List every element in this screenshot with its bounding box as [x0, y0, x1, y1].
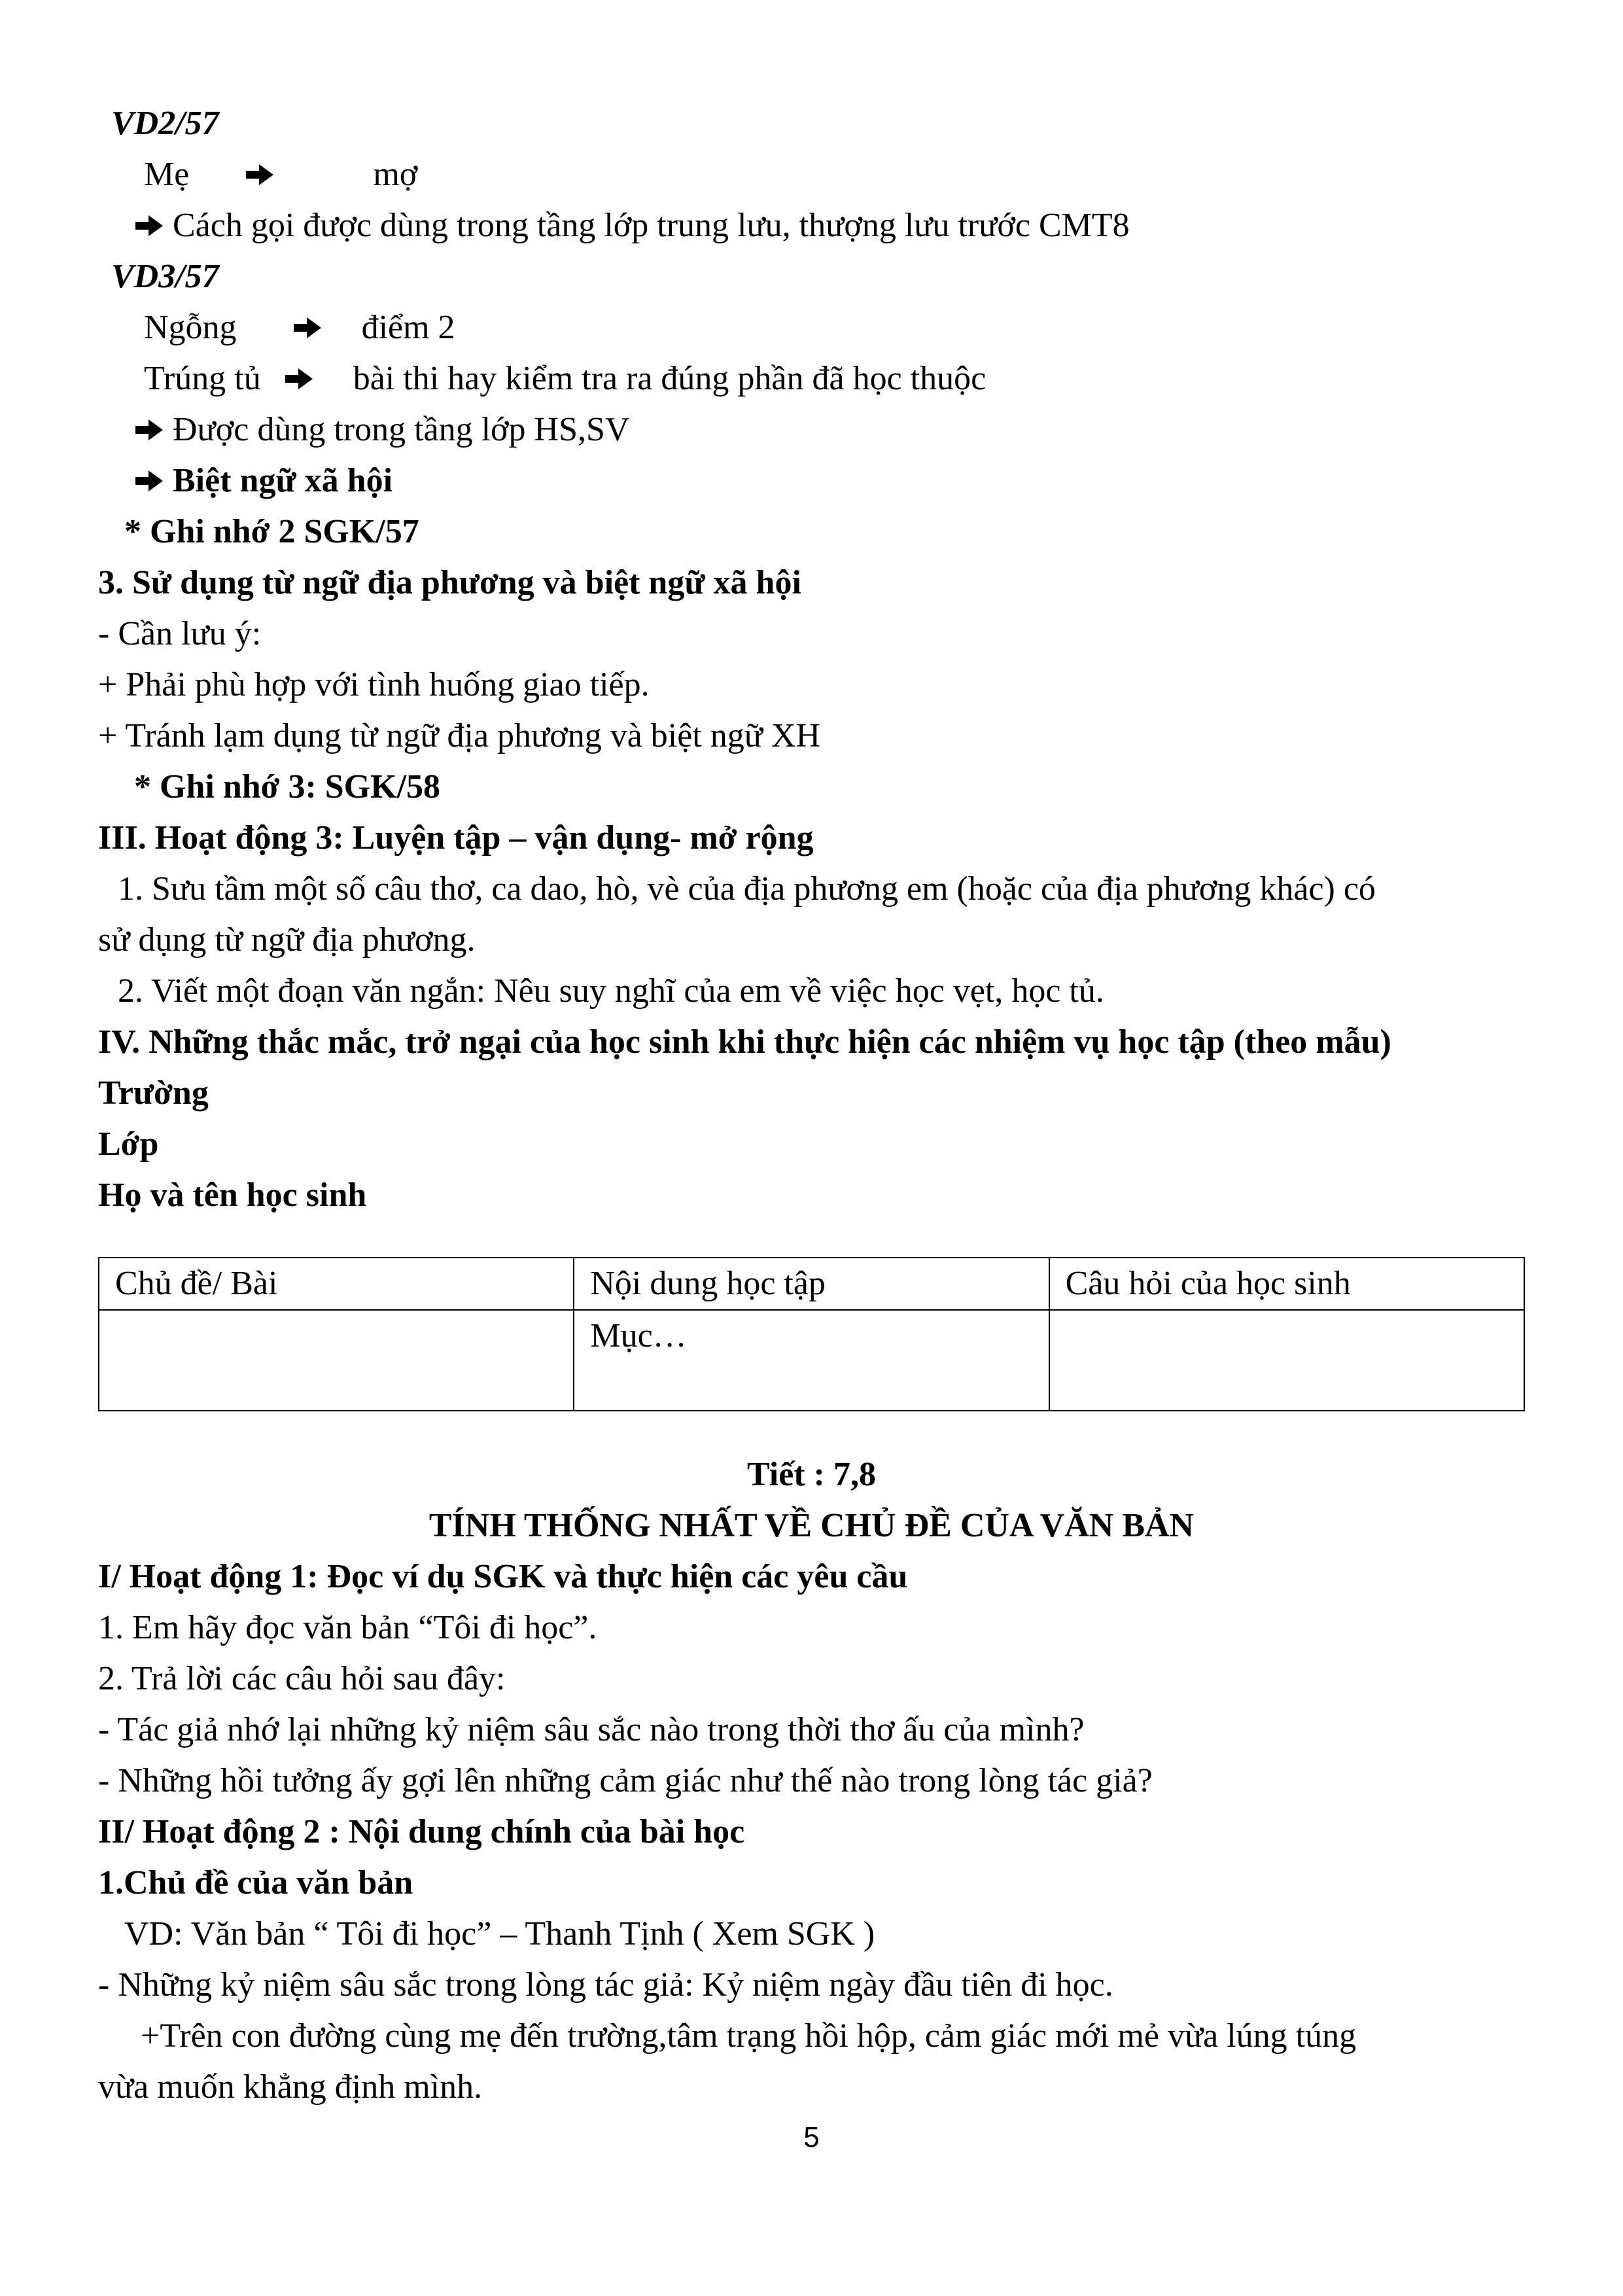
right-arrow-icon: [134, 468, 164, 494]
vd3-pair-a: [98, 302, 1525, 353]
task1-line-a: 1. Sưu tầm một số câu thơ, ca dao, hò, vè của địa phương em (hoặc của địa phương khác) có: [118, 870, 1376, 908]
vd3-note: [98, 404, 1525, 455]
page-number: 5: [803, 2121, 820, 2153]
vd2-from: Mẹ: [144, 156, 190, 193]
table-row: [99, 1310, 1524, 1411]
lop-label: Lớp: [98, 1125, 159, 1163]
right-arrow-icon: [134, 213, 164, 239]
truong-label: Trường: [98, 1074, 209, 1112]
vd2-note-text: Cách gọi được dùng trong tầng lớp trung lưu, thượng lưu trước CMT8: [173, 207, 1130, 244]
memory-text: Những kỷ niệm sâu sắc trong lòng tác giả: Kỷ niệm ngày đầu tiên đi học.: [109, 1966, 1113, 2004]
hd1-line1: 1. Em hãy đọc văn bản “Tôi đi học”.: [98, 1609, 597, 1646]
right-arrow-icon: [245, 162, 275, 188]
table-header-cell: Câu hỏi của học sinh: [1049, 1258, 1524, 1310]
lesson-tiet: Tiết : 7,8: [747, 1456, 876, 1493]
right-arrow-icon: [292, 315, 323, 341]
section-3-line2: + Phải phù hợp với tình huống giao tiếp.: [98, 666, 650, 703]
ghi-nho-2: * Ghi nhớ 2 SGK/57: [124, 513, 419, 550]
vd3-b-from: Trúng tủ: [144, 360, 261, 397]
task2-line: 2. Viết một đoạn văn ngắn: Nêu suy nghĩ của em về việc học vẹt, học tủ.: [118, 972, 1104, 1010]
section-3-line3: + Tránh lạm dụng từ ngữ địa phương và biệt ngữ XH: [98, 717, 821, 754]
table-cell: [1049, 1310, 1524, 1411]
table-header-cell: Chủ đề/ Bài: [99, 1258, 574, 1310]
ho-ten-label: Họ và tên học sinh: [98, 1176, 367, 1214]
vd3-b-to: bài thi hay kiểm tra ra đúng phần đã học thuộc: [353, 360, 986, 397]
vd3-label: VD3/57: [111, 258, 219, 295]
section-4-heading: IV. Những thắc mắc, trở ngại của học sinh khi thực hiện các nhiệm vụ học tập (theo mẫu): [98, 1023, 1391, 1061]
hd1-line4: - Những hồi tưởng ấy gợi lên những cảm giác như thế nào trong lòng tác giả?: [98, 1762, 1153, 1799]
memory-line: [98, 1960, 1525, 2011]
question-table: [98, 1257, 1525, 1411]
vd3-conclusion-text: Biệt ngữ xã hội: [173, 462, 393, 499]
table-cell: [99, 1310, 574, 1411]
right-arrow-icon: [284, 366, 314, 392]
table-header-cell: Nội dung học tập: [574, 1258, 1049, 1310]
vd2-note: [98, 200, 1525, 251]
sub1-heading: 1.Chủ đề của văn bản: [98, 1864, 413, 1901]
section-3-line1: - Cần lưu ý:: [98, 615, 262, 652]
document-page: [98, 98, 1525, 2113]
vd3-a-from: Ngỗng: [144, 309, 237, 346]
table-header-row: [99, 1258, 1524, 1310]
vd3-note-text: Được dùng trong tầng lớp HS,SV: [173, 411, 630, 448]
task1-line-b: sử dụng từ ngữ địa phương.: [98, 921, 476, 959]
hd1-line3: - Tác giả nhớ lại những kỷ niệm sâu sắc nào trong thời thơ ấu của mình?: [98, 1711, 1085, 1748]
ghi-nho-3: * Ghi nhớ 3: SGK/58: [134, 768, 441, 805]
hoat-dong-3-heading: III. Hoạt động 3: Luyện tập – vận dụng- mở rộng: [98, 819, 814, 857]
right-arrow-icon: [134, 417, 164, 443]
path-line-b: vừa muốn khẳng định mình.: [98, 2068, 483, 2106]
path-line-a: +Trên con đường cùng mẹ đến trường,tâm trạng hồi hộp, cảm giác mới mẻ vừa lúng túng: [141, 2017, 1357, 2055]
vd2-pair: [98, 149, 1525, 200]
vd3-conclusion: [98, 455, 1525, 506]
vd3-a-to: điểm 2: [361, 309, 455, 346]
memory-dash: -: [98, 1966, 110, 2004]
vd2-label: VD2/57: [111, 105, 219, 142]
lesson-title: TÍNH THỐNG NHẤT VỀ CHỦ ĐỀ CỦA VĂN BẢN: [428, 1507, 1195, 1544]
hd1-line2: 2. Trả lời các câu hỏi sau đây:: [98, 1660, 506, 1697]
section-3-heading: 3. Sử dụng từ ngữ địa phương và biệt ngữ xã hội: [98, 564, 801, 601]
vd3-pair-b: [98, 353, 1525, 404]
hd2-heading: II/ Hoạt động 2 : Nội dung chính của bài học: [98, 1813, 745, 1850]
hd1-heading: I/ Hoạt động 1: Đọc ví dụ SGK và thực hiện các yêu cầu: [98, 1558, 908, 1595]
vd-line: VD: Văn bản “ Tôi đi học” – Thanh Tịnh ( Xem SGK ): [124, 1915, 875, 1952]
vd2-to: mợ: [373, 156, 418, 193]
table-cell: Mục…: [574, 1310, 1049, 1411]
